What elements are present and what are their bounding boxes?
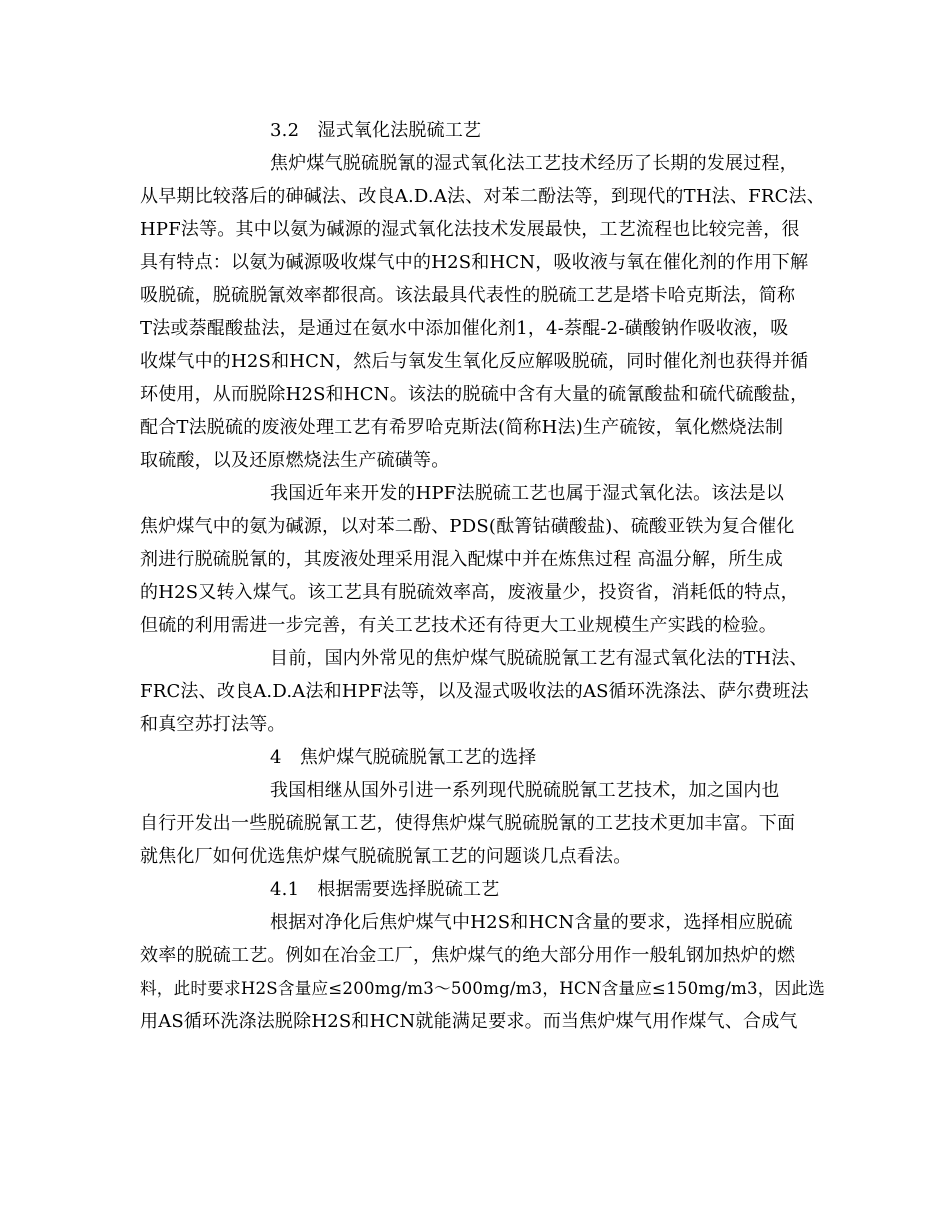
text-line: 的H2S又转入煤气。该工艺具有脱硫效率高，废液量少，投资省，消耗低的特点，	[140, 582, 799, 603]
text-line: 收煤气中的H2S和HCN，然后与氧发生氧化反应解吸脱硫，同时催化剂也获得并循	[140, 351, 809, 372]
text-line: 料，此时要求H2S含量应≤200mg/m3～500mg/m3，HCN含量应≤150mg/m3，因此选	[140, 979, 825, 998]
text-line: 和真空苏打法等。	[140, 714, 286, 735]
text-line: 配合T法脱硫的废液处理工艺有希罗哈克斯法(简称H法)生产硫铵，氧化燃烧法制	[140, 417, 784, 438]
text-line: 自行开发出一些脱硫脱氰工艺，使得焦炉煤气脱硫脱氰的工艺技术更加丰富。下面	[140, 813, 796, 834]
text-line: 焦炉煤气脱硫脱氰的湿式氧化法工艺技术经历了长期的发展过程，	[270, 153, 798, 174]
text-line: 焦炉煤气中的氨为碱源，以对苯二酚、PDS(酞箐钴磺酸盐)、硫酸亚铁为复合催化	[140, 516, 795, 537]
text-line: 我国近年来开发的HPF法脱硫工艺也属于湿式氧化法。该法是以	[270, 483, 785, 504]
text-line: 3.2 湿式氧化法脱硫工艺	[270, 120, 482, 141]
text-line: 从早期比较落后的砷碱法、改良A.D.A法、对苯二酚法等，到现代的TH法、FRC法、	[140, 186, 825, 207]
text-line: 吸脱硫，脱硫脱氰效率都很高。该法最具代表性的脱硫工艺是塔卡哈克斯法，简称	[140, 285, 796, 306]
text-line: 但硫的利用需进一步完善，有关工艺技术还有待更大工业规模生产实践的检验。	[140, 615, 777, 636]
text-line: 目前，国内外常见的焦炉煤气脱硫脱氰工艺有湿式氧化法的TH法、	[270, 648, 808, 669]
text-line: 就焦化厂如何优选焦炉煤气脱硫脱氰工艺的问题谈几点看法。	[140, 846, 632, 867]
document-body	[140, 114, 828, 1038]
text-line: 4.1 根据需要选择脱硫工艺	[270, 879, 500, 900]
text-line: 取硫酸，以及还原燃烧法生产硫磺等。	[140, 450, 450, 471]
text-line: 我国相继从国外引进一系列现代脱硫脱氰工艺技术，加之国内也	[270, 780, 780, 801]
text-line: T法或萘醌酸盐法，是通过在氨水中添加催化剂1，4-萘醌-2-磺酸钠作吸收液，吸	[140, 318, 789, 339]
text-line: 4 焦炉煤气脱硫脱氰工艺的选择	[270, 747, 537, 768]
text-line: 效率的脱硫工艺。例如在冶金工厂，焦炉煤气的绝大部分用作一般轧钢加热炉的燃	[140, 945, 796, 966]
text-line: FRC法、改良A.D.A法和HPF法等，以及湿式吸收法的AS循环洗涤法、萨尔费班法	[140, 681, 809, 702]
text-line: 用AS循环洗涤法脱除H2S和HCN就能满足要求。而当焦炉煤气用作煤气、合成气	[140, 1011, 798, 1032]
text-line: 具有特点：以氨为碱源吸收煤气中的H2S和HCN，吸收液与氧在催化剂的作用下解	[140, 252, 809, 273]
text-line: 根据对净化后焦炉煤气中H2S和HCN含量的要求，选择相应脱硫	[270, 912, 793, 933]
text-line: HPF法等。其中以氨为碱源的湿式氧化法技术发展最快，工艺流程也比较完善，很	[140, 219, 800, 240]
text-line: 环使用，从而脱除H2S和HCN。该法的脱硫中含有大量的硫氰酸盐和硫代硫酸盐，	[140, 384, 809, 405]
text-line: 剂进行脱硫脱氰的，其废液处理采用混入配煤中并在炼焦过程 高温分解，所生成	[140, 549, 783, 570]
